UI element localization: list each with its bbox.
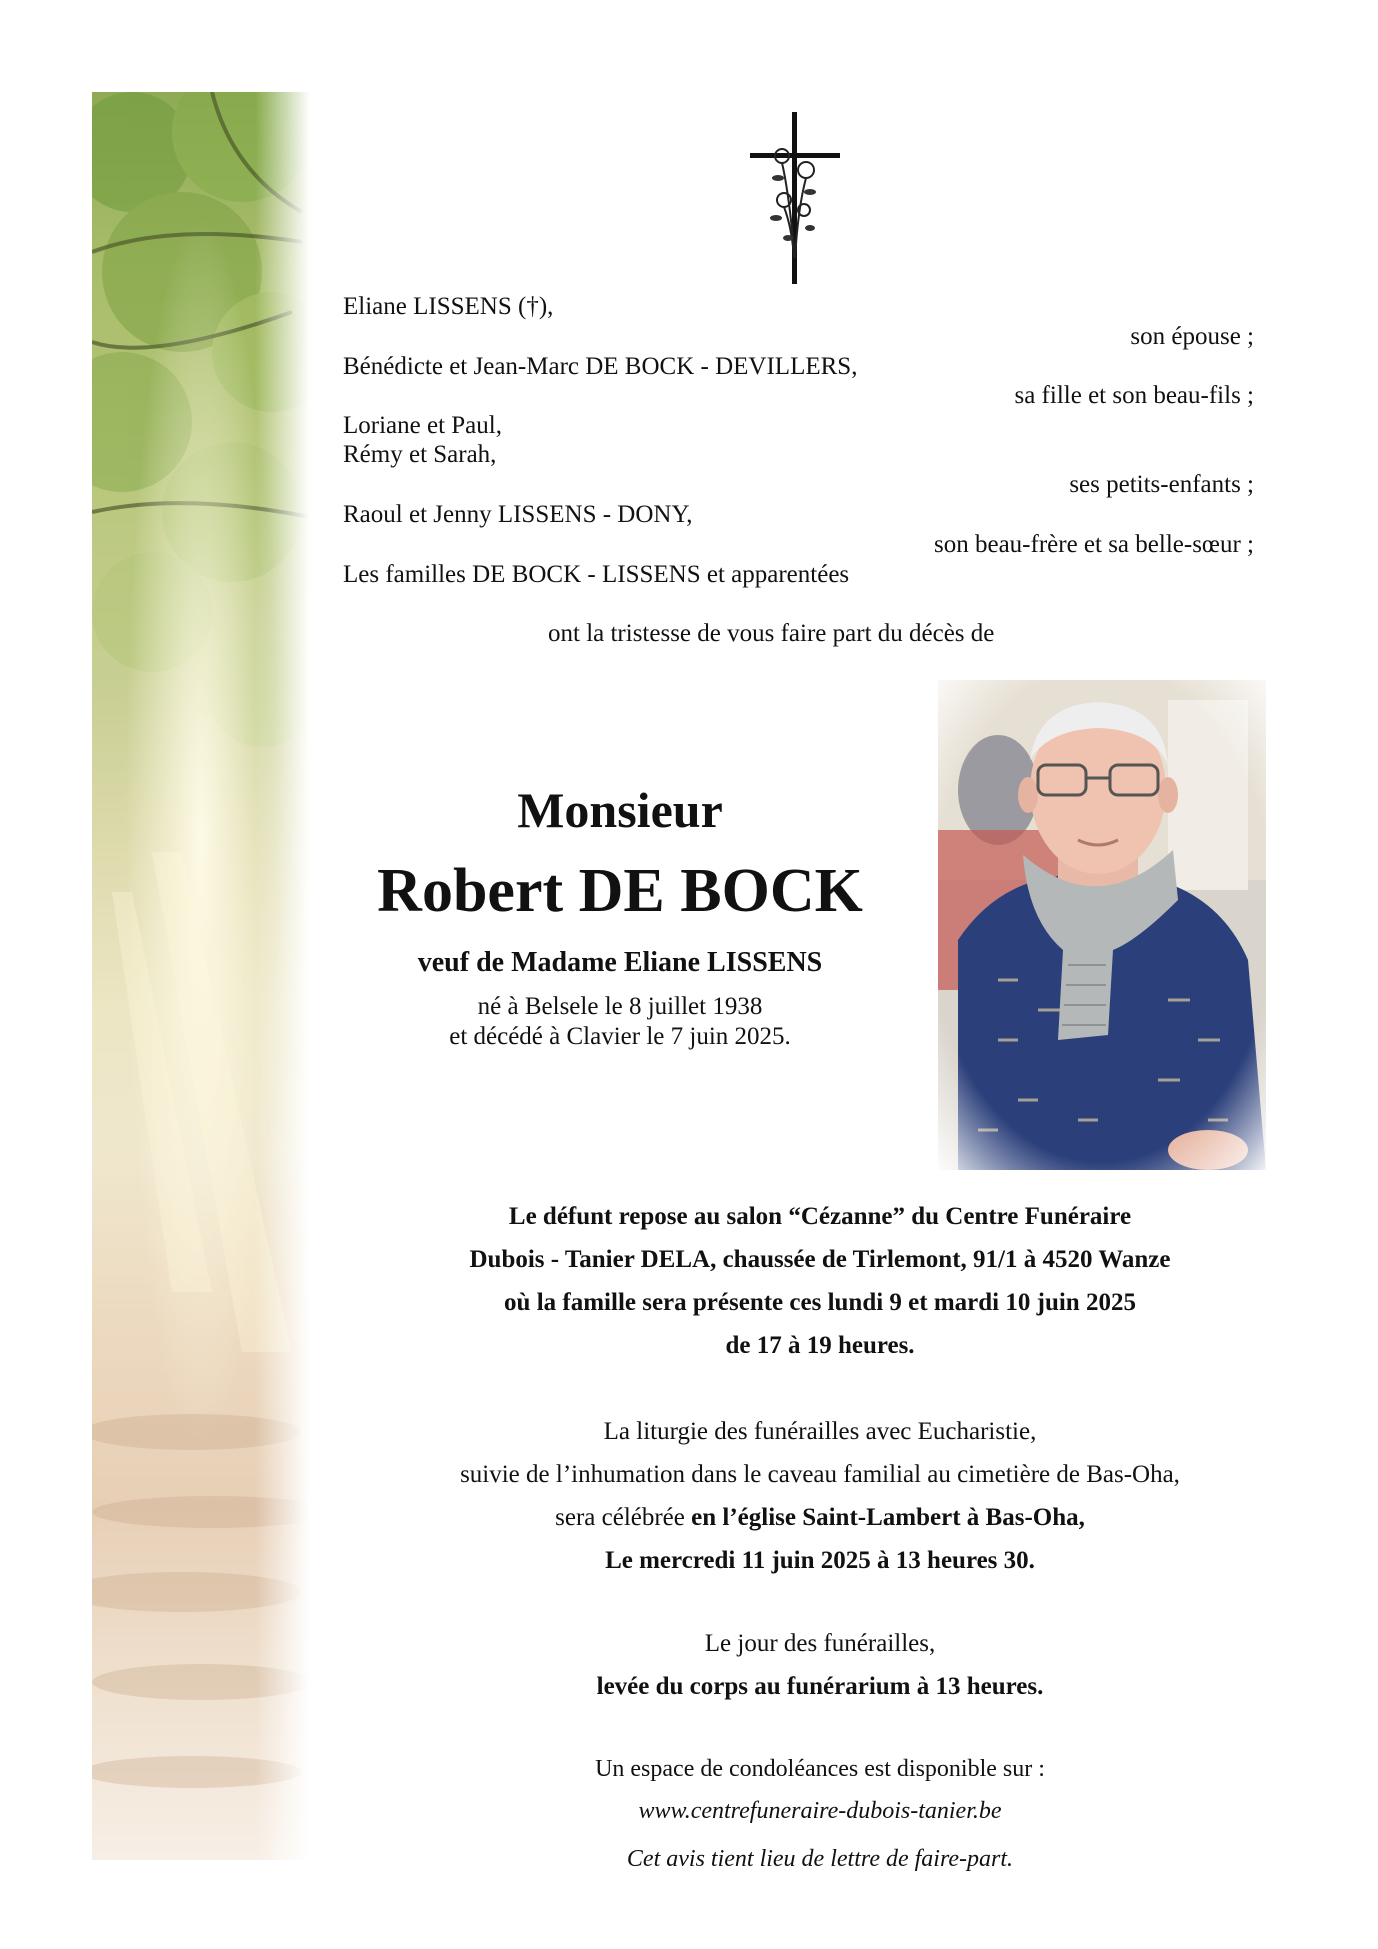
family-line-inlaws: Raoul et Jenny LISSENS - DONY,: [343, 501, 693, 528]
relation-inlaws: son beau-frère et sa belle-sœur ;: [934, 531, 1254, 558]
family-line-daughter: Bénédicte et Jean-Marc DE BOCK - DEVILLERS,: [343, 353, 858, 380]
announcement-text: ont la tristesse de vous faire part du décès de: [548, 620, 995, 647]
liturgy-church: en l’église Saint-Lambert à Bas-Oha,: [691, 1504, 1085, 1531]
visitation-block: [370, 1195, 1270, 1367]
family-line-grandchildren-2: Rémy et Sarah,: [343, 441, 497, 468]
family-line-grandchildren-1: Loriane et Paul,: [343, 412, 502, 439]
deceased-block: [330, 780, 910, 1052]
visitation-line-4: de 17 à 19 heures.: [725, 1332, 915, 1359]
deceased-name: Robert DE BOCK: [377, 857, 863, 925]
birth-info: né à Belsele le 8 juillet 1938: [477, 993, 763, 1020]
visitation-line-1: Le défunt repose au salon “Cézanne” du Centre Funéraire: [508, 1203, 1132, 1230]
liturgy-block: [370, 1410, 1270, 1582]
forest-path-image: [92, 92, 310, 1860]
liturgy-line-1: La liturgie des funérailles avec Eucharistie,: [603, 1418, 1037, 1445]
condolences-block: [370, 1748, 1270, 1880]
relation-grandchildren: ses petits-enfants ;: [1069, 471, 1254, 498]
condolences-text: Un espace de condoléances est disponible sur :: [595, 1756, 1045, 1782]
visitation-line-3: où la famille sera présente ces lundi 9 et mardi 10 juin 2025: [504, 1289, 1136, 1316]
death-info: et décédé à Clavier le 7 juin 2025.: [449, 1023, 791, 1050]
funeral-day-line-1: Le jour des funérailles,: [704, 1630, 936, 1657]
condolences-url[interactable]: www.centrefuneraire-dubois-tanier.be: [638, 1798, 1002, 1824]
family-line-families: Les familles DE BOCK - LISSENS et apparentées: [343, 561, 850, 588]
relation-daughter: sa fille et son beau-fils ;: [1014, 382, 1254, 409]
funeral-day-block: [370, 1622, 1270, 1708]
liturgy-line-3: [370, 1496, 1270, 1539]
deceased-portrait: [938, 680, 1266, 1170]
liturgy-line-3-intro: sera célébrée: [555, 1504, 692, 1531]
faire-part-note: Cet avis tient lieu de lettre de faire-part.: [626, 1846, 1014, 1872]
family-line-wife: Eliane LISSENS (†),: [343, 293, 554, 320]
liturgy-date: Le mercredi 11 juin 2025 à 13 heures 30.: [605, 1547, 1035, 1574]
visitation-line-2: Dubois - Tanier DELA, chaussée de Tirlemont, 91/1 à 4520 Wanze: [469, 1246, 1171, 1273]
cross-with-roses-icon: [748, 108, 844, 288]
relation-wife: son épouse ;: [1130, 323, 1254, 350]
funeral-day-line-2: levée du corps au funérarium à 13 heures.: [596, 1673, 1044, 1700]
liturgy-line-2: suivie de l’inhumation dans le caveau familial au cimetière de Bas-Oha,: [460, 1461, 1180, 1488]
widow-of: veuf de Madame Eliane LISSENS: [417, 947, 823, 978]
deceased-title: Monsieur: [517, 782, 723, 838]
